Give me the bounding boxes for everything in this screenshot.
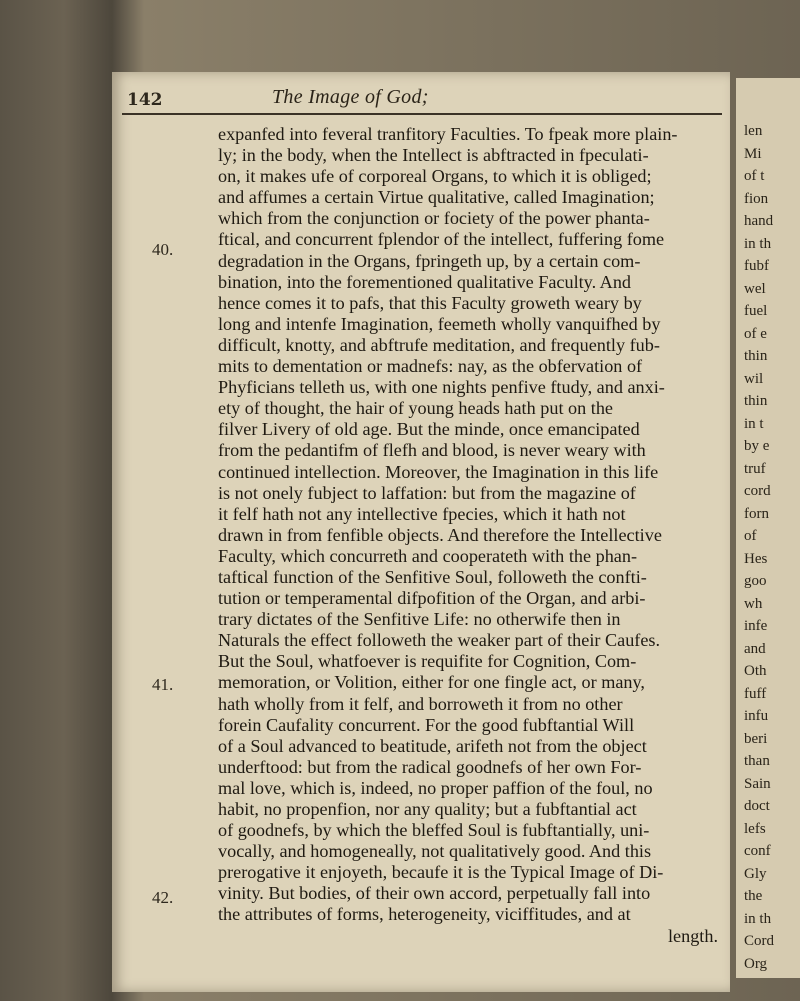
- facing-fragment: wel: [744, 280, 766, 297]
- text-line: of goodnefs, by which the bleffed Soul is fubftantially, uni-: [218, 820, 650, 841]
- body-text: [218, 124, 718, 947]
- facing-fragment: Cord: [744, 933, 774, 949]
- text-line: it felf hath not any intellective fpecies, which it hath not: [218, 503, 626, 524]
- text-line: Naturals the effect followeth the weaker part of their Caufes.: [218, 630, 661, 651]
- facing-fragment: forn: [744, 505, 769, 522]
- text-line: is not onely fubject to laffation: but from the magazine of: [218, 482, 636, 503]
- text-line: memoration, or Volition, either for one fingle act, or many,: [218, 672, 645, 693]
- header-rule: [122, 113, 722, 115]
- text-line: underftood: but from the radical goodnefs of her own For-: [218, 756, 642, 777]
- facing-fragment: wil: [744, 370, 764, 387]
- page-number: 142: [127, 90, 163, 110]
- facing-fragment: infe: [744, 618, 768, 634]
- running-head: [112, 82, 730, 112]
- facing-fragment: beri: [744, 730, 768, 747]
- facing-fragment: Oth: [744, 663, 767, 679]
- text-line: long and intenfe Imagination, feemeth wholly vanquifhed by: [218, 313, 661, 334]
- facing-fragment: Gly: [744, 865, 767, 882]
- margin-number: 40.: [152, 240, 174, 259]
- facing-fragment: goo: [744, 573, 767, 589]
- facing-fragment: and: [744, 640, 766, 657]
- text-line: But the Soul, whatfoever is requifite for Cognition, Com-: [218, 651, 637, 672]
- text-line: Faculty, which concurreth and cooperateth with the phan-: [218, 545, 638, 566]
- facing-fragment: Sain: [744, 775, 771, 792]
- text-line: vinity. But bodies, of their own accord, perpetually fall into: [218, 883, 651, 904]
- text-line: ly; in the body, when the Intellect is abftracted in fpeculati-: [218, 145, 649, 166]
- facing-fragment: in t: [744, 415, 764, 432]
- text-line: degradation in the Organs, fpringeth up, by a certain com-: [218, 250, 641, 271]
- facing-page-edge: [736, 78, 800, 978]
- facing-fragment: len: [744, 123, 763, 139]
- text-line: filver Livery of old age. But the minde, once emancipated: [218, 419, 640, 440]
- facing-fragment: lefs: [744, 820, 766, 837]
- text-line: taftical function of the Senfitive Soul, followeth the confti-: [218, 566, 647, 587]
- text-line: bination, into the forementioned qualitative Faculty. And: [218, 271, 632, 292]
- book-page: [112, 72, 730, 992]
- text-line: Phyficians telleth us, with one nights penfive ftudy, and anxi-: [218, 377, 665, 398]
- facing-fragment: thin: [744, 393, 768, 409]
- facing-fragment: cord: [744, 483, 771, 499]
- facing-fragment: the: [744, 888, 763, 904]
- facing-fragment: Mi: [744, 145, 762, 162]
- text-line: on, it makes ufe of corporeal Organs, to which it is obliged;: [218, 166, 652, 187]
- text-line: expanfed into feveral tranfitory Faculties. To fpeak more plain-: [218, 124, 678, 144]
- text-line: from the pedantifm of flefh and blood, is never weary with: [218, 440, 646, 461]
- text-line: trary dictates of the Senfitive Life: no otherwife then in: [218, 609, 621, 630]
- text-line: mal love, which is, indeed, no proper paffion of the foul, no: [218, 777, 653, 798]
- text-line: prerogative it enjoyeth, becaufe it is the Typical Image of Di-: [218, 862, 664, 883]
- margin-number: 42.: [152, 888, 174, 907]
- text-line: hath wholly from it felf, and borroweth it from no other: [218, 693, 623, 714]
- facing-fragment: of t: [744, 168, 765, 184]
- text-line: ftical, and concurrent fplendor of the intellect, fuffering fome: [218, 229, 665, 250]
- facing-fragment: hand: [744, 213, 774, 229]
- text-line: hence comes it to pafs, that this Faculty groweth weary by: [218, 292, 642, 313]
- text-line: difficult, knotty, and abftrufe meditation, and frequently fub-: [218, 334, 660, 355]
- facing-fragment: in th: [744, 235, 772, 252]
- facing-fragment: of e: [744, 325, 767, 342]
- facing-fragment: of: [744, 528, 757, 544]
- facing-fragment: infu: [744, 708, 769, 724]
- text-line: which from the conjunction or fociety of the power phanta-: [218, 208, 650, 229]
- facing-fragment: Org: [744, 955, 768, 972]
- facing-fragment: Hes: [744, 550, 768, 567]
- facing-fragment: in th: [744, 910, 772, 927]
- text-line: habit, no propenfion, nor any quality; but a fubftantial act: [218, 799, 637, 819]
- facing-fragment: fuff: [744, 685, 767, 702]
- text-line: forein Caufality concurrent. For the good fubftantial Will: [218, 714, 635, 735]
- text-line: vocally, and homogeneally, not qualitatively good. And this: [218, 841, 652, 862]
- catchword: length.: [667, 925, 718, 946]
- facing-fragment: fion: [744, 190, 769, 207]
- text-line: drawn in from fenfible objects. And therefore the Intellective: [218, 524, 662, 545]
- margin-number: 41.: [152, 675, 174, 694]
- text-line: continued intellection. Moreover, the Imagination in this life: [218, 461, 659, 482]
- running-title: The Image of God;: [272, 86, 429, 108]
- facing-fragment: than: [744, 753, 770, 769]
- facing-fragment: fuel: [744, 303, 768, 319]
- text-line: mits to dementation or madnefs: nay, as the obfervation of: [218, 356, 643, 377]
- facing-fragment: wh: [744, 595, 763, 612]
- facing-fragment: by e: [744, 438, 770, 454]
- facing-fragment: truf: [744, 460, 766, 477]
- text-line: the attributes of forms, heterogeneity, viciffitudes, and at: [218, 904, 631, 925]
- text-line: and affumes a certain Virtue qualitative, called Imagination;: [218, 187, 655, 208]
- facing-fragment: thin: [744, 348, 768, 364]
- text-line: ety of thought, the hair of young heads hath put on the: [218, 398, 613, 419]
- facing-fragment: conf: [744, 843, 771, 859]
- facing-fragment: fubf: [744, 258, 769, 274]
- text-line: of a Soul advanced to beatitude, arifeth not from the object: [218, 735, 647, 756]
- text-line: tution or temperamental difpofition of the Organ, and arbi-: [218, 588, 646, 609]
- facing-fragment: doct: [744, 798, 770, 814]
- facing-page-fragments: [736, 78, 800, 975]
